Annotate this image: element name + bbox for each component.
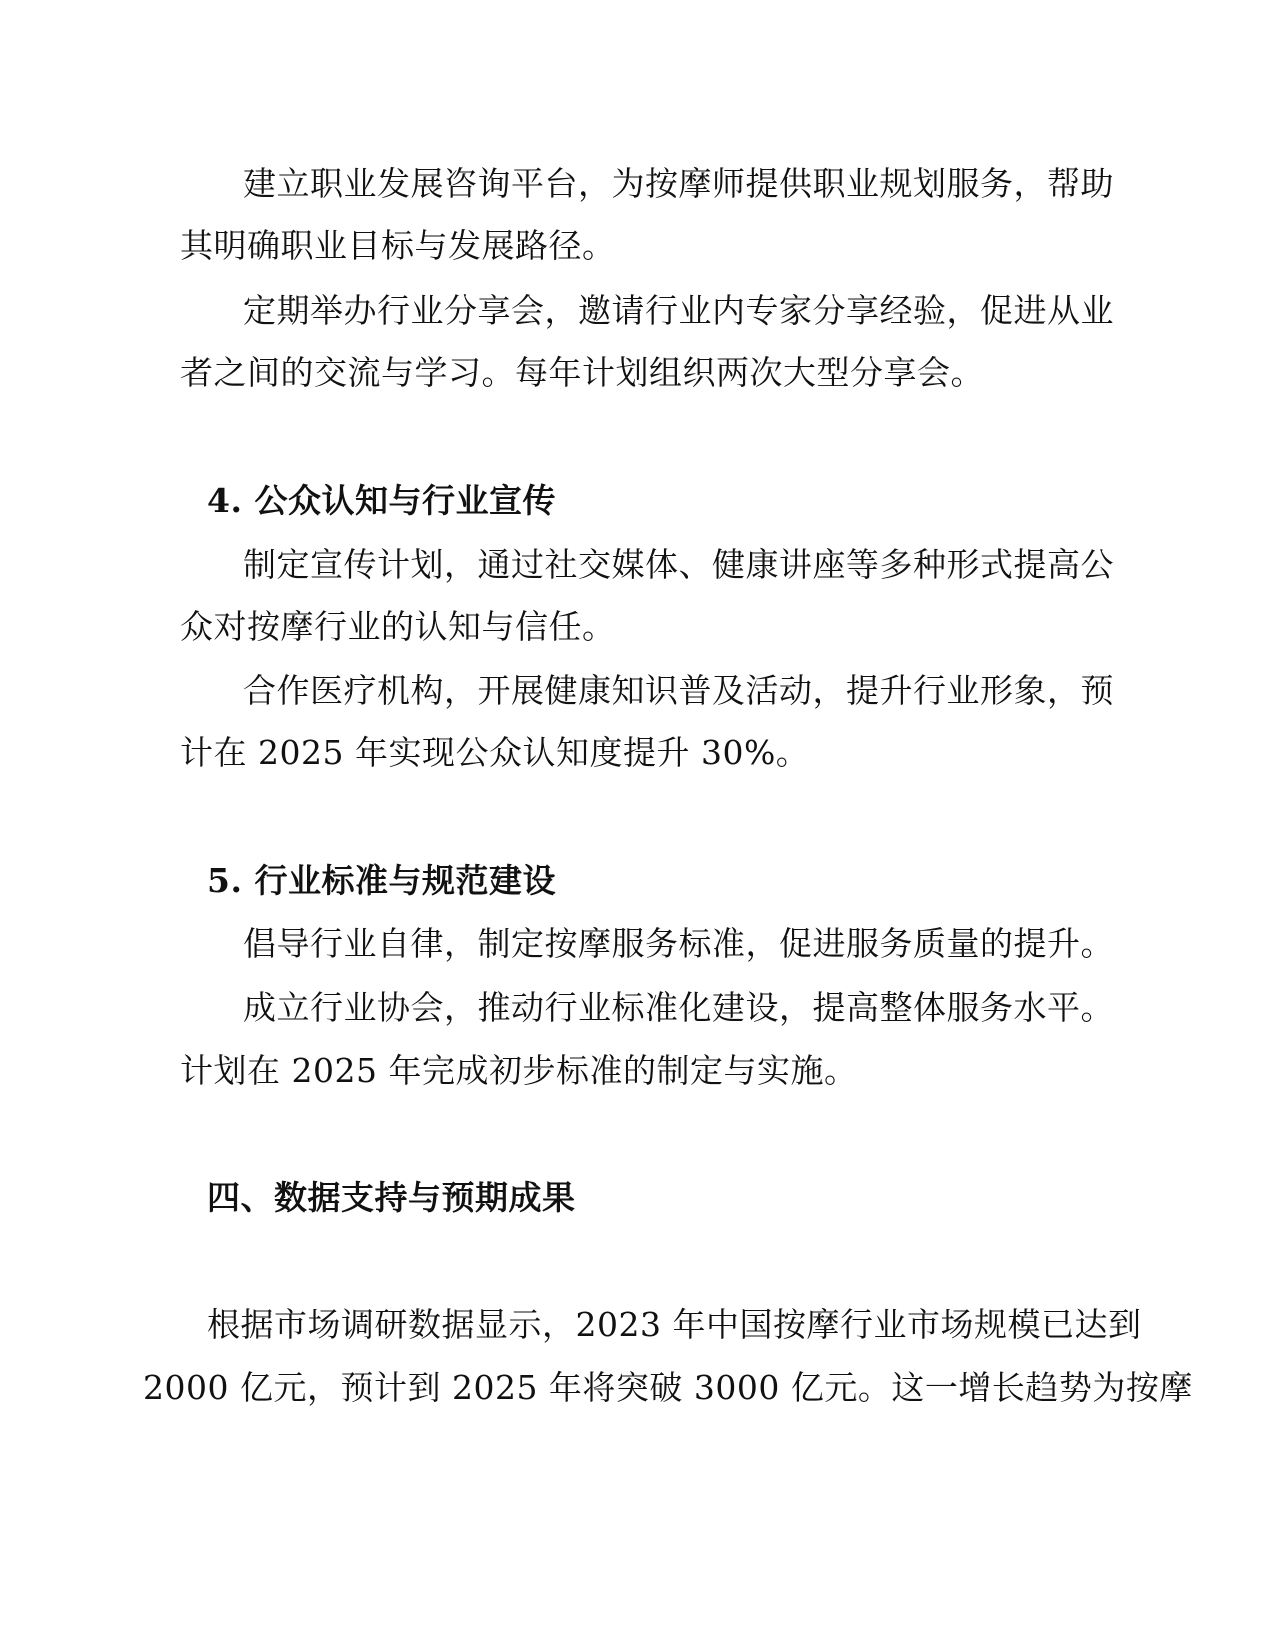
selfdiscipline-paragraph-line-1: 倡导行业自律，制定按摩服务标准，促进服务质量的提升。 bbox=[243, 924, 1114, 963]
section-4-heading: 4. 公众认知与行业宣传 bbox=[207, 481, 556, 520]
publicity-paragraph-line-1: 制定宣传计划，通过社交媒体、健康讲座等多种形式提高公 bbox=[243, 545, 1114, 584]
medical-paragraph-line-1: 合作医疗机构，开展健康知识普及活动，提升行业形象，预 bbox=[243, 671, 1114, 710]
association-paragraph-line-2: 计划在 2025 年完成初步标准的制定与实施。 bbox=[180, 1051, 858, 1090]
sharing-paragraph-line-1: 定期举办行业分享会，邀请行业内专家分享经验，促进从业 bbox=[243, 291, 1114, 330]
sharing-paragraph-line-2: 者之间的交流与学习。每年计划组织两次大型分享会。 bbox=[180, 353, 984, 392]
consult-paragraph-line-1: 建立职业发展咨询平台，为按摩师提供职业规划服务，帮助 bbox=[243, 164, 1114, 203]
section-5-heading: 5. 行业标准与规范建设 bbox=[207, 861, 556, 900]
part-4-heading: 四、数据支持与预期成果 bbox=[207, 1178, 576, 1217]
market-paragraph-line-2: 2000 亿元，预计到 2025 年将突破 3000 亿元。这一增长趋势为按摩 bbox=[143, 1368, 1193, 1407]
medical-paragraph-line-2: 计在 2025 年实现公众认知度提升 30%。 bbox=[180, 733, 810, 772]
publicity-paragraph-line-2: 众对按摩行业的认知与信任。 bbox=[180, 607, 616, 646]
association-paragraph-line-1: 成立行业协会，推动行业标准化建设，提高整体服务水平。 bbox=[243, 988, 1114, 1027]
consult-paragraph-line-2: 其明确职业目标与发展路径。 bbox=[180, 226, 616, 265]
market-paragraph-line-1: 根据市场调研数据显示，2023 年中国按摩行业市场规模已达到 bbox=[207, 1305, 1142, 1344]
